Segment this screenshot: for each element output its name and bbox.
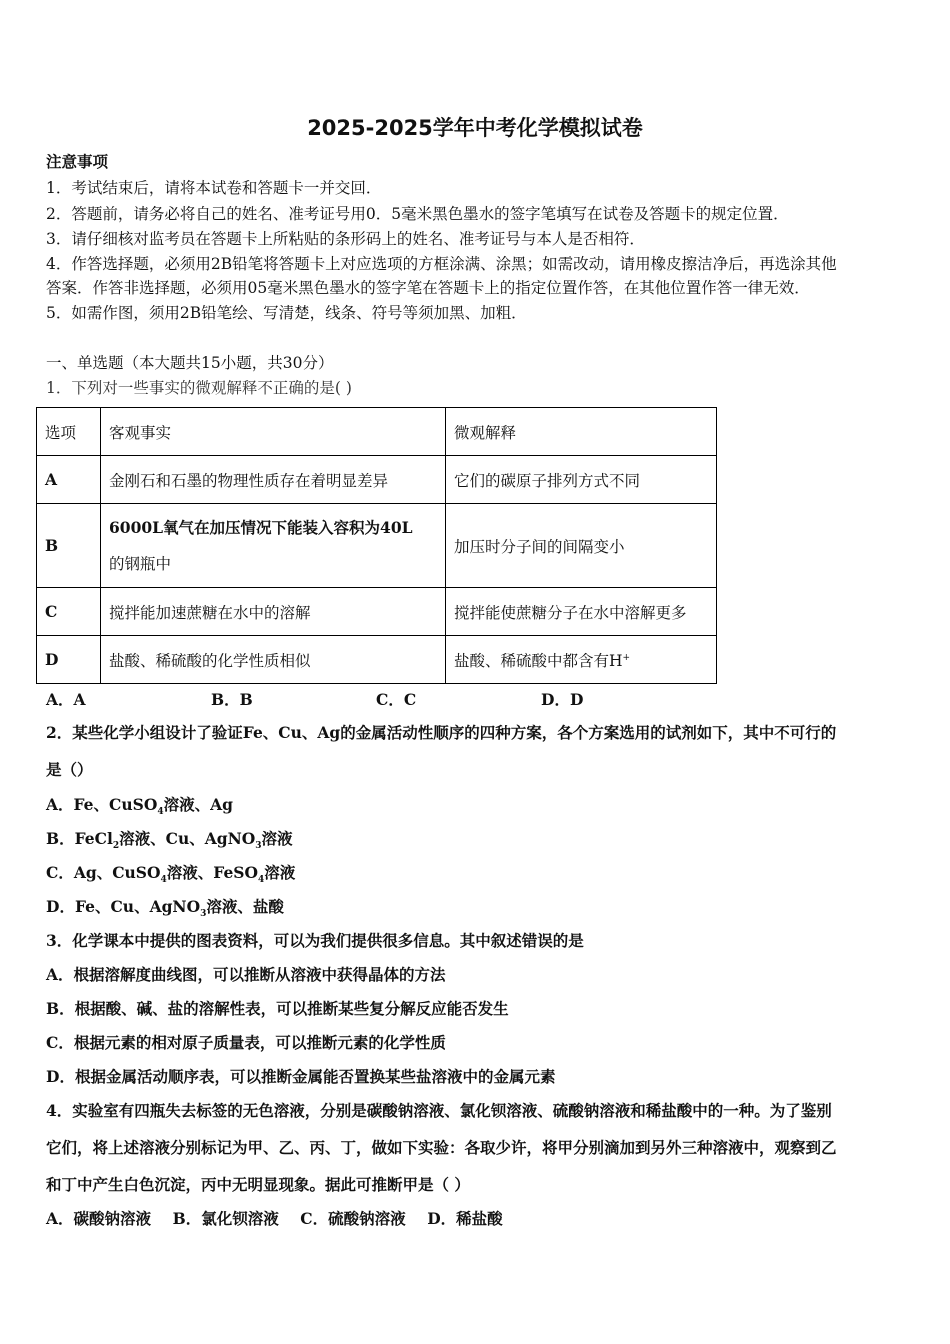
q2-option-b[interactable] <box>46 827 293 851</box>
subscript: 4 <box>157 807 164 818</box>
q1-option-a[interactable]: A．A <box>46 690 86 709</box>
header-cell: 选项 <box>37 408 101 456</box>
row-fact-line: 的钢瓶中 <box>109 554 172 573</box>
q2-stem: 是（） <box>46 760 93 779</box>
q1-option-d[interactable]: D．D <box>541 690 584 709</box>
superscript: + <box>622 652 631 663</box>
text: 溶液 <box>264 863 296 882</box>
text: 溶液、Cu、AgNO <box>119 829 256 848</box>
q2-stem: 2．某些化学小组设计了验证Fe、Cu、Ag的金属活动性顺序的四种方案，各个方案选用的试剂如下，其中不可行的 <box>46 723 837 742</box>
text: 溶液、盐酸 <box>206 897 284 916</box>
notice-item: 5．如需作图，须用2B铅笔绘、写清楚，线条、符号等须加黑、加粗． <box>46 304 527 322</box>
notice-item: 4．作答选择题，必须用2B铅笔将答题卡上对应选项的方框涂满、涂黑；如需改动，请用橡皮擦洁净后，再选涂其他 <box>46 255 837 273</box>
q1-stem: 1．下列对一些事实的微观解释不正确的是( ) <box>46 379 352 397</box>
row-explain: 它们的碳原子排列方式不同 <box>446 456 717 504</box>
q1-option-b[interactable]: B．B <box>211 690 253 709</box>
q1-table <box>36 407 717 684</box>
subscript: 4 <box>258 875 265 886</box>
table-row <box>37 456 717 504</box>
q3-option-d[interactable]: D．根据金属活动顺序表，可以推断金属能否置换某些盐溶液中的金属元素 <box>46 1067 556 1086</box>
table-row <box>37 636 717 684</box>
notice-item: 3．请仔细核对监考员在答题卡上所粘贴的条形码上的姓名、准考证号与本人是否相符． <box>46 230 645 248</box>
text: B．FeCl <box>46 829 113 848</box>
text: 溶液、Ag <box>163 795 233 814</box>
q4-options[interactable]: A．碳酸钠溶液 B．氯化钡溶液 C．硫酸钠溶液 D．稀盐酸 <box>46 1209 503 1228</box>
row-key: C <box>37 588 101 636</box>
subscript: 4 <box>160 875 167 886</box>
q4-stem: 和丁中产生白色沉淀，丙中无明显现象。据此可推断甲是（ ） <box>46 1175 470 1194</box>
table-row <box>37 504 717 588</box>
row-fact: 盐酸、稀硫酸的化学性质相似 <box>101 636 446 684</box>
q3-stem: 3．化学课本中提供的图表资料，可以为我们提供很多信息。其中叙述错误的是 <box>46 931 584 950</box>
subscript: 3 <box>255 841 262 852</box>
table-header-row <box>37 408 717 456</box>
row-explain-text: 盐酸、稀硫酸中都含有H <box>454 651 623 670</box>
row-key: D <box>37 636 101 684</box>
row-explain <box>446 636 717 684</box>
row-fact: 金刚石和石墨的物理性质存在着明显差异 <box>101 456 446 504</box>
table-row <box>37 588 717 636</box>
q2-option-a[interactable] <box>46 793 233 817</box>
q1-option-c[interactable]: C．C <box>376 690 417 709</box>
text: C．Ag、CuSO <box>46 863 161 882</box>
q2-option-d[interactable] <box>46 895 284 919</box>
section-heading: 一、单选题（本大题共15小题，共30分） <box>46 354 334 372</box>
row-fact-line: 6000L氧气在加压情况下能装入容积为40L <box>109 517 413 537</box>
q3-option-a[interactable]: A．根据溶解度曲线图，可以推断从溶液中获得晶体的方法 <box>46 965 446 984</box>
notice-item: 答案．作答非选择题，必须用05毫米黑色墨水的签字笔在答题卡上的指定位置作答，在其他位置作答一律无效． <box>46 279 810 297</box>
row-fact <box>101 504 446 588</box>
text: 溶液、FeSO <box>166 863 258 882</box>
q3-option-b[interactable]: B．根据酸、碱、盐的溶解性表，可以推断某些复分解反应能否发生 <box>46 999 509 1018</box>
q3-option-c[interactable]: C．根据元素的相对原子质量表，可以推断元素的化学性质 <box>46 1033 446 1052</box>
q4-stem: 它们，将上述溶液分别标记为甲、乙、丙、丁，做如下实验：各取少许，将甲分别滴加到另外三种溶液中，观察到乙 <box>46 1138 837 1157</box>
subscript: 2 <box>112 841 120 852</box>
text: A．Fe、CuSO <box>46 795 158 814</box>
header-cell: 客观事实 <box>101 408 446 456</box>
header-cell: 微观解释 <box>446 408 717 456</box>
row-key: B <box>37 504 101 588</box>
row-fact: 搅拌能加速蔗糖在水中的溶解 <box>101 588 446 636</box>
text: 溶液 <box>261 829 293 848</box>
row-key: A <box>37 456 101 504</box>
q4-stem: 4．实验室有四瓶失去标签的无色溶液，分别是碳酸钠溶液、氯化钡溶液、硫酸钠溶液和稀盐酸中的一种。为了鉴别 <box>46 1101 832 1120</box>
row-explain: 搅拌能使蔗糖分子在水中溶解更多 <box>446 588 717 636</box>
subscript: 3 <box>200 909 207 920</box>
q2-option-c[interactable] <box>46 861 295 885</box>
page-title: 2025-2025学年中考化学模拟试卷 <box>307 116 643 140</box>
notice-heading: 注意事项 <box>46 152 109 171</box>
notice-item: 2．答题前，请务必将自己的姓名、准考证号用0．5毫米黑色墨水的签字笔填写在试卷及答题卡的规定位置． <box>46 205 789 223</box>
row-explain: 加压时分子间的间隔变小 <box>446 504 717 588</box>
notice-item: 1．考试结束后，请将本试卷和答题卡一并交回． <box>46 179 382 197</box>
text: D．Fe、Cu、AgNO <box>46 897 201 916</box>
